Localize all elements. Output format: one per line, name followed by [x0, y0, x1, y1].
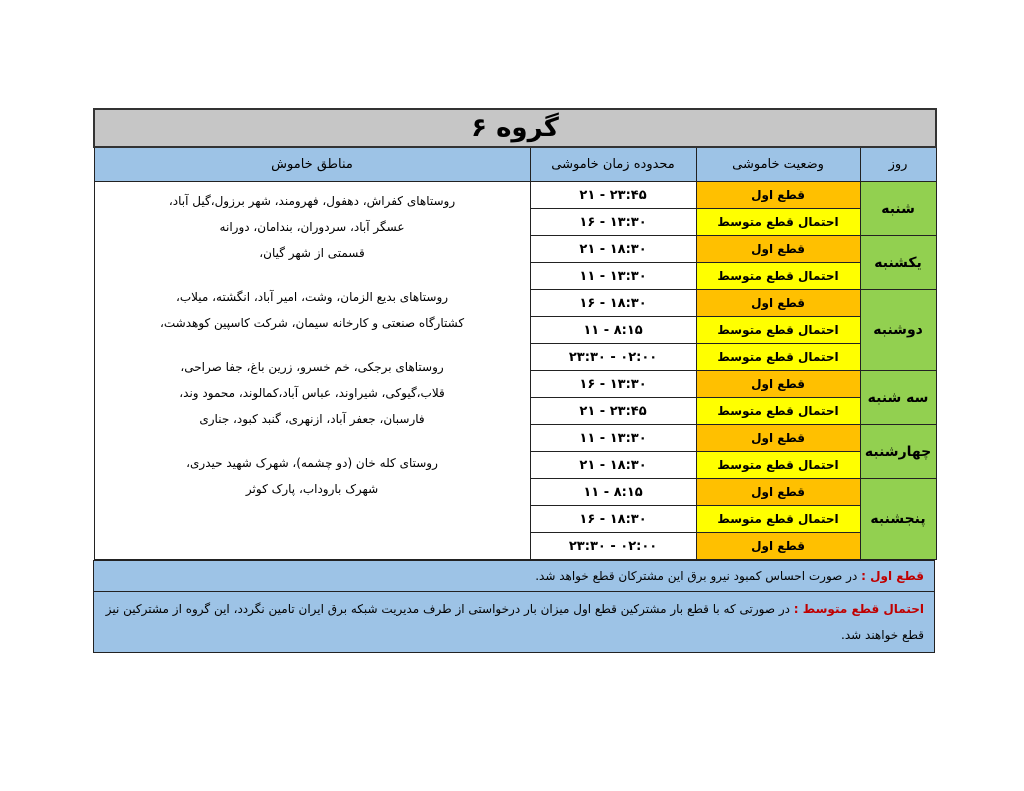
schedule-row	[94, 182, 936, 209]
day-cell: چهارشنبه	[860, 425, 936, 479]
area-line: روستاهای کفراش، دهفول، فهرومند، شهر برزول،گیل آباد،	[168, 194, 456, 208]
header-day: روز	[860, 147, 936, 182]
header-areas: مناطق خاموش	[94, 147, 530, 182]
note-medium-cut	[94, 592, 935, 653]
status-cell: قطع اول	[696, 533, 860, 560]
note-first-cut	[94, 561, 935, 592]
area-block	[107, 188, 518, 266]
note-medium-cut-text: در صورتی که با قطع بار مشترکین قطع اول میزان بار درخواستی از طرف مدیریت شبکه برق ایران تامین نگردد، این گروه از مشترکین نیز قطع خواهند شد.	[105, 602, 924, 642]
area-block	[107, 450, 518, 502]
area-line: روستاهای بدیع الزمان، وشت، امیر آباد، انگشته، میلاب،	[175, 290, 449, 304]
time-range-cell: ۱۶ - ۱۳:۳۰	[530, 371, 696, 398]
time-range-cell: ۲۳:۳۰ - ۰۲:۰۰	[530, 533, 696, 560]
status-cell: قطع اول	[696, 290, 860, 317]
area-line: کشتارگاه صنعتی و کارخانه سیمان، شرکت کاسپین کوهدشت،	[159, 316, 465, 330]
day-cell: دوشنبه	[860, 290, 936, 371]
area-block	[107, 354, 518, 432]
time-range-cell: ۱۶ - ۱۸:۳۰	[530, 506, 696, 533]
time-range-cell: ۱۱ - ۱۳:۳۰	[530, 425, 696, 452]
time-range-cell: ۲۳:۳۰ - ۰۲:۰۰	[530, 344, 696, 371]
area-line: قلاب،گیوکی، شیراوند، عباس آباد،کمالوند، محمود وند،	[179, 386, 445, 400]
time-range-cell: ۱۱ - ۱۳:۳۰	[530, 263, 696, 290]
status-cell: احتمال قطع متوسط	[696, 452, 860, 479]
area-line: روستاهای برجکی، خم خسرو، زرین باغ، جفا صراحی،	[180, 360, 444, 374]
notes-table	[93, 560, 935, 653]
status-cell: احتمال قطع متوسط	[696, 263, 860, 290]
area-line: قسمتی از شهر گیان،	[259, 246, 365, 260]
status-cell: قطع اول	[696, 479, 860, 506]
day-cell: پنجشنبه	[860, 479, 936, 560]
status-cell: احتمال قطع متوسط	[696, 344, 860, 371]
time-range-cell: ۱۶ - ۱۳:۳۰	[530, 209, 696, 236]
status-cell: احتمال قطع متوسط	[696, 398, 860, 425]
time-range-cell: ۱۱ - ۸:۱۵	[530, 479, 696, 506]
schedule-sheet	[93, 108, 935, 653]
time-range-cell: ۲۱ - ۲۳:۴۵	[530, 182, 696, 209]
time-range-cell: ۲۱ - ۱۸:۳۰	[530, 236, 696, 263]
status-cell: قطع اول	[696, 182, 860, 209]
note-medium-cut-key: احتمال قطع متوسط :	[793, 602, 924, 616]
header-time: محدوده زمان خاموشی	[530, 147, 696, 182]
area-line: فارسبان، جعفر آباد، ازنهری، گنبد کبود، جناری	[199, 412, 425, 426]
time-range-cell: ۱۶ - ۱۸:۳۰	[530, 290, 696, 317]
time-range-cell: ۲۱ - ۲۳:۴۵	[530, 398, 696, 425]
time-range-cell: ۲۱ - ۱۸:۳۰	[530, 452, 696, 479]
time-range-cell: ۱۱ - ۸:۱۵	[530, 317, 696, 344]
status-cell: احتمال قطع متوسط	[696, 506, 860, 533]
area-line: شهرک باروداب، پارک کوثر	[245, 482, 379, 496]
status-cell: قطع اول	[696, 425, 860, 452]
area-line: روستای کله خان (دو چشمه)، شهرک شهید حیدری،	[186, 456, 438, 470]
area-line: عسگر آباد، سردوران، بندامان، دورانه	[219, 220, 405, 234]
status-cell: احتمال قطع متوسط	[696, 209, 860, 236]
area-block	[107, 284, 518, 336]
day-cell: یکشنبه	[860, 236, 936, 290]
day-cell: سه شنبه	[860, 371, 936, 425]
header-status: وضعیت خاموشی	[696, 147, 860, 182]
outage-schedule-table	[93, 108, 937, 560]
note-first-cut-key: قطع اول :	[861, 569, 924, 583]
status-cell: قطع اول	[696, 236, 860, 263]
note-first-cut-text: در صورت احساس کمبود نیرو برق این مشترکان قطع خواهد شد.	[535, 569, 862, 583]
day-cell: شنبه	[860, 182, 936, 236]
status-cell: قطع اول	[696, 371, 860, 398]
group-title: گروه ۶	[94, 109, 936, 147]
status-cell: احتمال قطع متوسط	[696, 317, 860, 344]
areas-cell	[94, 182, 530, 560]
